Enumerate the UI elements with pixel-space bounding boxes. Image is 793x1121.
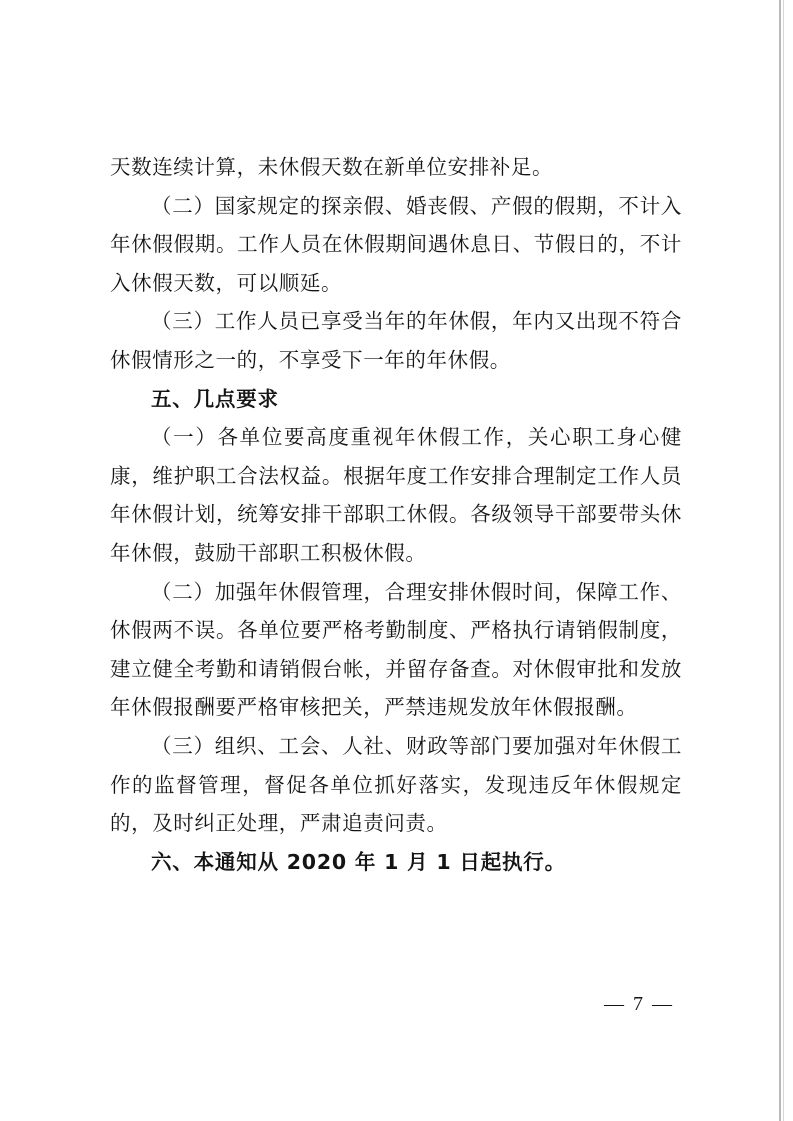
section-heading-effective-date: 六、本通知从 2020 年 1 月 1 日起执行。 <box>151 849 566 874</box>
paragraph-leave-disqualification: （三）工作人员已享受当年的年休假，年内又出现不符合休假情形之一的，不享受下一年的年休假。 <box>110 309 682 372</box>
paragraph-continuation: 天数连续计算，未休假天数在新单位安排补足。 <box>110 155 554 179</box>
paragraph-leave-exclusions: （二）国家规定的探亲假、婚丧假、产假的假期，不计入年休假假期。工作人员在休假期间遇休息日、节假日的，不计入休假天数，可以顺延。 <box>110 193 682 295</box>
section-heading-requirements: 五、几点要求 <box>151 386 279 411</box>
document-body <box>110 148 682 881</box>
paragraph-requirement-3: （三）组织、工会、人社、财政等部门要加强对年休假工作的监督管理，督促各单位抓好落实，发现违反年休假规定的，及时纠正处理，严肃追责问责。 <box>110 733 682 836</box>
scan-edge-line <box>779 0 781 1121</box>
paragraph-requirement-2: （二）加强年休假管理，合理安排休假时间，保障工作、休假两不误。各单位要严格考勤制度、严格执行请销假制度，建立健全考勤和请销假台帐，并留存备查。对休假审批和发放年休假报酬要严格审核把关，严禁违规发放年休假报酬。 <box>110 579 682 720</box>
scan-edge-line-secondary <box>783 0 784 1121</box>
paragraph-requirement-1: （一）各单位要高度重视年休假工作，关心职工身心健康，维护职工合法权益。根据年度工作安排合理制定工作人员年休假计划，统筹安排干部职工休假。各级领导干部要带头休年休假，鼓励干部职工积极休假。 <box>110 425 682 565</box>
page-number: — 7 — <box>604 993 674 1015</box>
